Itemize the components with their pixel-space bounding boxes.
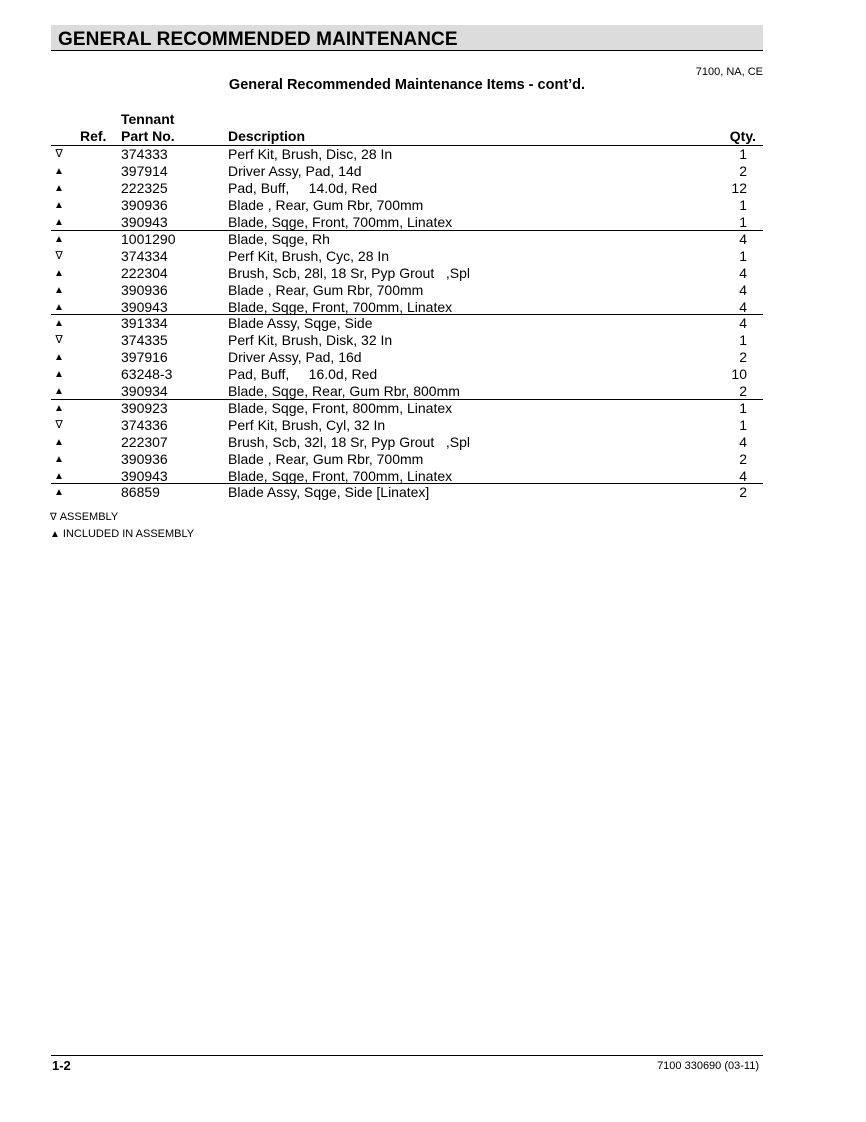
part-number: 63248-3 — [121, 366, 173, 382]
table-row — [51, 282, 763, 299]
table-row — [51, 214, 763, 231]
part-description: Pad, Buff, 14.0d, Red — [228, 180, 378, 196]
included-symbol-icon: ▲ — [54, 436, 64, 448]
table-row — [51, 332, 763, 349]
parts-table — [51, 145, 763, 501]
part-number: 86859 — [121, 484, 160, 500]
included-symbol-icon: ▲ — [54, 301, 64, 313]
included-symbol-icon: ▲ — [54, 284, 64, 296]
part-number: 390943 — [121, 298, 168, 315]
legend-included — [50, 528, 194, 540]
part-number: 374335 — [121, 332, 168, 348]
part-quantity: 2 — [739, 163, 747, 179]
part-description: Blade Assy, Sqge, Side [Linatex] — [228, 484, 430, 500]
part-quantity: 2 — [739, 450, 747, 467]
part-number: 390936 — [121, 450, 168, 467]
part-description: Blade, Sqge, Rear, Gum Rbr, 800mm — [228, 383, 460, 399]
part-quantity: 10 — [731, 366, 747, 382]
table-row — [51, 468, 763, 485]
part-number: 397914 — [121, 163, 168, 179]
table-row — [51, 349, 763, 366]
part-number: 222325 — [121, 180, 168, 196]
part-description: Pad, Buff, 16.0d, Red — [228, 366, 378, 382]
part-quantity: 1 — [739, 399, 747, 416]
part-description: Brush, Scb, 32l, 18 Sr, Pyp Grout ,Spl — [228, 433, 471, 450]
table-row — [51, 299, 763, 316]
table-row — [51, 484, 763, 501]
table-row — [51, 146, 763, 163]
part-description: Perf Kit, Brush, Disc, 28 In — [228, 146, 393, 162]
part-description: Blade, Sqge, Front, 700mm, Linatex — [228, 467, 453, 484]
part-number: 390936 — [121, 281, 168, 298]
part-number: 222304 — [121, 264, 168, 281]
included-symbol-icon: ▲ — [54, 453, 64, 465]
part-description: Blade, Sqge, Front, 700mm, Linatex — [228, 214, 453, 230]
part-description: Brush, Scb, 28l, 18 Sr, Pyp Grout ,Spl — [228, 264, 471, 281]
included-symbol-icon: ▲ — [54, 386, 64, 397]
table-row — [51, 315, 763, 332]
table-row — [51, 248, 763, 265]
part-description: Driver Assy, Pad, 14d — [228, 163, 362, 179]
part-number: 1001290 — [121, 230, 176, 247]
part-number: 397916 — [121, 349, 168, 365]
part-quantity: 1 — [739, 214, 747, 230]
included-symbol-icon: ▲ — [54, 200, 64, 211]
part-description: Blade , Rear, Gum Rbr, 700mm — [228, 281, 424, 298]
part-description: Blade, Sqge, Front, 700mm, Linatex — [228, 298, 453, 315]
part-quantity: 4 — [739, 281, 747, 298]
legend-assembly-label: ASSEMBLY — [59, 511, 119, 523]
table-row — [51, 400, 763, 417]
included-symbol-icon: ▲ — [54, 369, 64, 380]
included-symbol-icon: ▲ — [54, 318, 64, 329]
part-description: Blade , Rear, Gum Rbr, 700mm — [228, 197, 424, 213]
part-quantity: 4 — [739, 433, 747, 450]
part-quantity: 4 — [739, 298, 747, 315]
part-quantity: 1 — [739, 197, 747, 213]
part-quantity: 1 — [739, 146, 747, 162]
part-quantity: 2 — [739, 484, 747, 500]
assembly-symbol-icon: ∇ — [50, 512, 57, 523]
column-header-part-line1: Tennant — [121, 111, 175, 127]
part-quantity: 4 — [739, 467, 747, 484]
legend-assembly — [50, 511, 118, 523]
included-symbol-icon: ▲ — [54, 217, 64, 228]
table-row — [51, 383, 763, 400]
section-title: GENERAL RECOMMENDED MAINTENANCE — [58, 29, 458, 50]
part-quantity: 1 — [739, 332, 747, 348]
table-row — [51, 231, 763, 248]
page-number: 1-2 — [52, 1058, 71, 1073]
table-row — [51, 180, 763, 197]
part-description: Driver Assy, Pad, 16d — [228, 349, 362, 365]
part-description: Perf Kit, Brush, Cyc, 28 In — [228, 247, 390, 264]
part-quantity: 12 — [731, 180, 747, 196]
part-number: 391334 — [121, 315, 168, 331]
included-symbol-icon: ▲ — [54, 402, 64, 414]
included-symbol-icon: ▲ — [54, 352, 64, 363]
table-row — [51, 366, 763, 383]
assembly-symbol-icon: ∇ — [55, 249, 63, 262]
part-description: Blade, Sqge, Rh — [228, 230, 330, 247]
included-symbol-icon: ▲ — [54, 166, 64, 177]
table-row — [51, 451, 763, 468]
column-header-qty: Qty. — [729, 128, 756, 144]
included-symbol-icon: ▲ — [54, 233, 64, 245]
footer-rule — [51, 1055, 763, 1056]
part-quantity: 1 — [739, 416, 747, 433]
part-description: Blade Assy, Sqge, Side — [228, 315, 373, 331]
part-number: 390943 — [121, 467, 168, 484]
part-quantity: 1 — [739, 247, 747, 264]
assembly-symbol-icon: ∇ — [55, 418, 63, 431]
column-header-description: Description — [228, 128, 306, 144]
document-code: 7100 330690 (03-11) — [657, 1060, 759, 1072]
part-description: Blade , Rear, Gum Rbr, 700mm — [228, 450, 424, 467]
part-quantity: 2 — [739, 383, 747, 399]
included-symbol-icon: ▲ — [54, 267, 64, 279]
part-number: 390934 — [121, 383, 168, 399]
part-number: 374334 — [121, 247, 168, 264]
part-number: 390923 — [121, 399, 168, 416]
part-quantity: 4 — [739, 230, 747, 247]
legend-included-label: INCLUDED IN ASSEMBLY — [62, 528, 195, 540]
assembly-symbol-icon: ∇ — [55, 334, 63, 346]
part-quantity: 4 — [739, 264, 747, 281]
table-row — [51, 265, 763, 282]
part-description: Perf Kit, Brush, Disk, 32 In — [228, 332, 393, 348]
section-header — [51, 25, 763, 51]
table-row — [51, 417, 763, 434]
included-symbol-icon: ▲ — [54, 183, 64, 194]
part-description: Perf Kit, Brush, Cyl, 32 In — [228, 416, 386, 433]
part-number: 390936 — [121, 197, 168, 213]
included-symbol-icon: ▲ — [54, 487, 64, 498]
part-number: 374333 — [121, 146, 168, 162]
table-row — [51, 434, 763, 451]
included-symbol-icon: ▲ — [50, 529, 60, 540]
column-header-ref: Ref. — [80, 128, 107, 144]
assembly-symbol-icon: ∇ — [55, 148, 63, 160]
part-number: 390943 — [121, 214, 168, 230]
part-number: 222307 — [121, 433, 168, 450]
part-description: Blade, Sqge, Front, 800mm, Linatex — [228, 399, 453, 416]
model-code: 7100, NA, CE — [695, 66, 763, 78]
column-header-part-line2: Part No. — [121, 128, 175, 144]
included-symbol-icon: ▲ — [54, 470, 64, 482]
part-quantity: 2 — [739, 349, 747, 365]
table-row — [51, 197, 763, 214]
table-title: General Recommended Maintenance Items - cont’d. — [228, 77, 586, 93]
part-quantity: 4 — [739, 315, 747, 331]
table-row — [51, 163, 763, 180]
part-number: 374336 — [121, 416, 168, 433]
